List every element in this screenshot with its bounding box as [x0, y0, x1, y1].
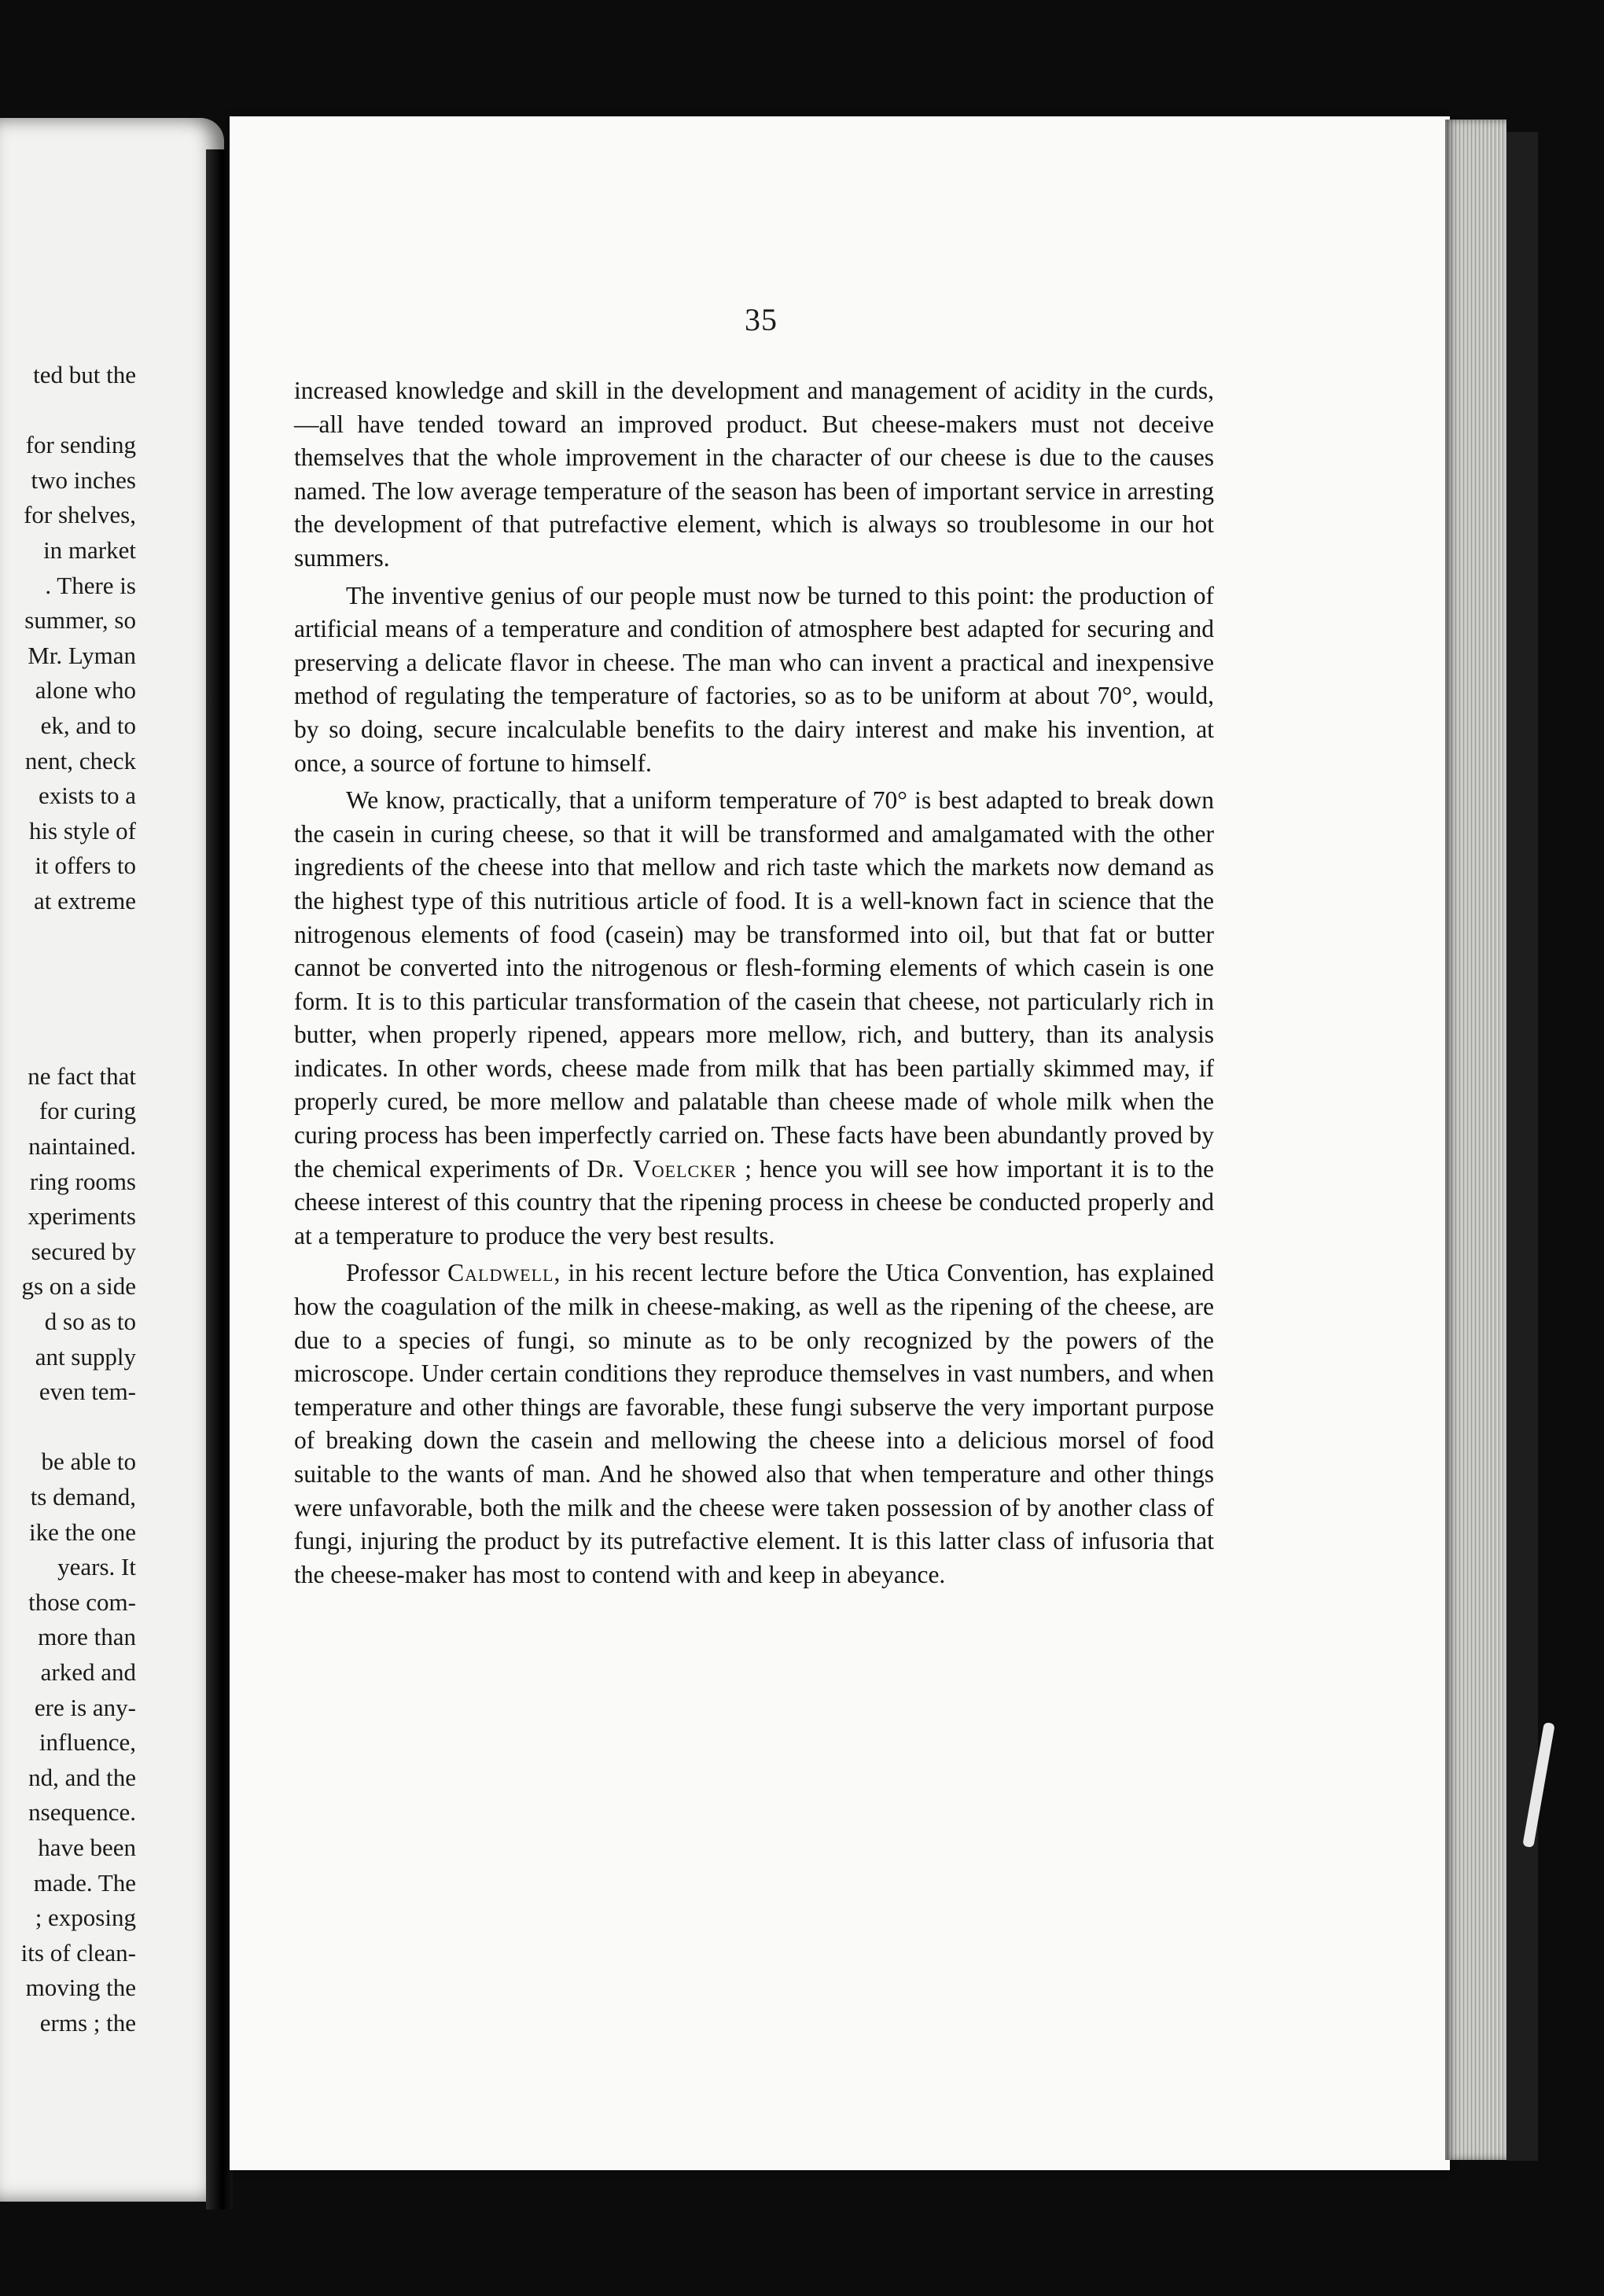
left-page-line: moving the	[25, 1974, 136, 2002]
left-page-line: nent, check	[24, 746, 136, 775]
left-page-line: for sending	[25, 431, 136, 459]
paragraph-4-lead: Professor	[346, 1259, 440, 1287]
left-page-line: for curing	[39, 1097, 136, 1125]
left-page-line: gs on a side	[21, 1272, 136, 1301]
paragraph-1: increased knowledge and skill in the development and management of acidity in the curds,—all have tended toward an improved product. But cheese-makers must not deceive themselves that the whole improvement in the character of our cheese is due to the causes named. The low average temperature of the season has been of important service in arresting the development of that putrefactive element, which is always so troublesome in our hot summers.	[294, 377, 1214, 572]
left-page-line: have been	[38, 1833, 136, 1861]
left-page-line: xperiments	[28, 1202, 136, 1231]
left-page-line: ike the one	[28, 1518, 136, 1546]
left-page-line: . There is	[45, 571, 136, 599]
paragraph-3-text: We know, practically, that a uniform temperature of 70° is best adapted to break down the casein in curing cheese, so that it will be transformed and amalgamated with the other ingredients of the cheese into that mellow and rich taste which the markets now demand as the highest type of this nutritious article of food. It is a well-known fact in science that the nitrogenous elements of food (casein) may be transformed into oil, but that fat or butter cannot be converted into the nitrogenous or flesh-forming elements of which casein is one form. It is to this particular transformation of the casein that cheese, not particularly rich in butter, when properly ripened, appears more mellow, rich, and buttery, than its analysis indicates. In other words, cheese made from milk that has been partially skimmed may, if properly cured, be more mellow and palatable than cheese made of whole milk when the curing process has been imperfectly carried on. These facts have been abundantly proved by the chemical experiments of	[294, 786, 1214, 1183]
left-page-line: summer, so	[24, 606, 136, 635]
left-page-line: more than	[38, 1623, 136, 1651]
left-page-line: ted but the	[33, 361, 136, 388]
left-page-line: secured by	[31, 1237, 136, 1265]
left-page-line: two inches	[31, 465, 136, 494]
left-page-line: made. The	[33, 1868, 136, 1897]
left-page-line: arked and	[40, 1658, 136, 1686]
page-body	[294, 374, 1214, 1595]
left-page-line	[0, 989, 136, 1025]
left-page-line: his style of	[28, 816, 136, 844]
left-page-line: ek, and to	[40, 711, 136, 739]
left-page-line: d so as to	[44, 1308, 136, 1336]
paragraph-2: The inventive genius of our people must now be turned to this point: the production of artificial means of a temperature and condition of atmosphere best adapted for securing and preserving a delicate flavor in cheese. The man who can invent a practical and inexpensive method of regulating the temperature of factories, so as to be uniform at about 70°, would, by so doing, secure incalculable benefits to the dairy interest and make his invention, at once, a source of fortune to himself.	[294, 581, 1214, 777]
left-page-line: Mr. Lyman	[28, 641, 136, 669]
left-page-line: nd, and the	[28, 1763, 136, 1791]
left-page-text	[0, 358, 136, 2041]
left-page-line: its of clean-	[20, 1938, 136, 1967]
left-page-line: those com-	[28, 1588, 136, 1616]
book-gutter	[206, 149, 233, 2210]
left-page-line: in market	[43, 535, 136, 564]
left-page-line: years. It	[57, 1553, 136, 1581]
paragraph-4	[294, 1257, 1214, 1591]
left-page-line	[0, 393, 136, 429]
left-page-line: exists to a	[39, 782, 136, 810]
person-name-caldwell: Caldwell	[447, 1259, 554, 1287]
right-page	[230, 116, 1450, 2170]
left-page-line: influence,	[39, 1728, 136, 1757]
person-name-voelcker: Dr. Voelcker	[587, 1154, 738, 1183]
book-cover-edge	[1507, 132, 1538, 2161]
left-page-line	[0, 954, 136, 989]
left-page-line: ts demand,	[30, 1483, 136, 1510]
paragraph-3	[294, 784, 1214, 1253]
left-page-line: ; exposing	[35, 1904, 136, 1932]
left-page-line: even tem-	[39, 1378, 136, 1406]
left-page-line	[0, 1024, 136, 1059]
page-edges	[1445, 120, 1507, 2160]
left-page-line: at extreme	[34, 886, 136, 914]
left-page-line: erms ; the	[39, 2008, 136, 2037]
left-page-line: naintained.	[28, 1132, 136, 1161]
left-page	[0, 118, 224, 2202]
left-page-line: ant supply	[35, 1342, 136, 1371]
paragraph-4-text: , in his recent lecture before the Utica Convention, has explained how the coagulation of the milk in cheese-making, as well as the ripening of the cheese, are due to a species of fungi, so minute as to be only recognized by the powers of the microscope. Under certain conditions they reproduce themselves in vast numbers, and when temperature and other things are favorable, these fungi subserve the very important purpose of breaking down the casein and mellowing the cheese into a delicious morsel of food suitable to the wants of man. And he showed also that when temperature and other things were unfavorable, both the milk and the cheese were taken possession of by another class of fungi, injuring the product by its putrefactive element. It is this latter class of infusoria that the cheese-maker has most to contend with and keep in abeyance.	[294, 1259, 1214, 1588]
left-page-line	[0, 1410, 136, 1445]
left-page-line: nsequence.	[28, 1798, 136, 1827]
left-page-line	[0, 919, 136, 955]
left-page-line: for shelves,	[24, 501, 136, 529]
left-page-line: ere is any-	[34, 1693, 136, 1721]
left-page-line: ne fact that	[28, 1062, 136, 1090]
left-page-line: be able to	[41, 1448, 136, 1476]
left-page-line: ring rooms	[29, 1167, 136, 1195]
left-page-line: alone who	[35, 676, 136, 705]
left-page-line: it offers to	[35, 852, 136, 880]
page-number: 35	[745, 302, 778, 337]
paragraph-3-text-end: ; hence you will see how important it is to the cheese interest of this country that the ripening process in cheese be conducted properly and at a temperature to produce the very best results.	[294, 1154, 1215, 1249]
